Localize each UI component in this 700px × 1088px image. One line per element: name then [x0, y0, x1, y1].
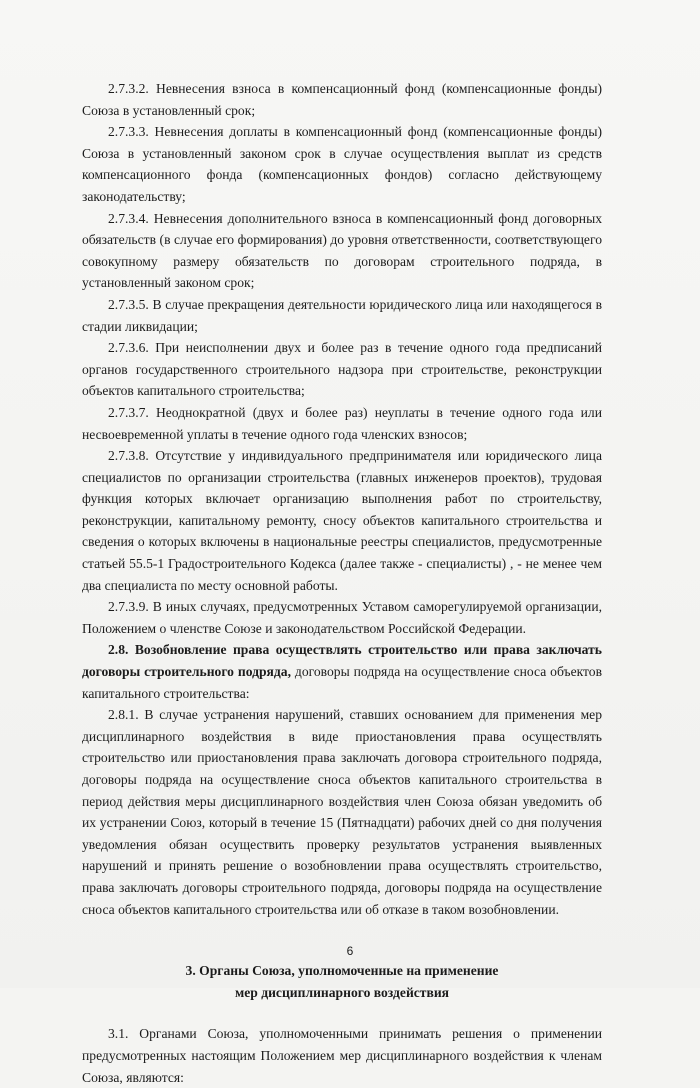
clause-2-7-3-6: 2.7.3.6. При неисполнении двух и более раз в течение одного года предписаний органов государственного строительного надзора при строительстве, реконструкции объектов капитального строительства; — [82, 340, 602, 399]
clause-2-7-3-4: 2.7.3.4. Невнесения дополнительного взноса в компенсационный фонд договорных обязательств (в случае его формирования) до уровня ответственности, соответствующего совокупному размеру обязательств по договорам строительного подряда, в установленный законом срок; — [82, 210, 602, 291]
section-3-heading-line2: мер дисциплинарного воздействия — [234, 984, 450, 1000]
clause-2-8 — [82, 639, 602, 704]
clause-2-8-1: 2.8.1. В случае устранения нарушений, ставших основанием для применения мер дисциплинарного воздействия в виде приостановления права осуществлять строительство или приостановления права заключать договора строительного подряда, договоры подряда на осуществление сноса объектов капитального строительства в период действия меры дисциплинарного воздействия член Союза обязан уведомить об их устранении Союз, который в течение 15 (Пятнадцати) рабочих дней со дня получения уведомления обязан осуществить проверку результатов устранения выявленных нарушений и принять решение о возобновлении права осуществлять строительство, права заключать договоры строительного подряда, договоры подряда на осуществление сноса объектов капитального строительства или об отказе в таком возобновлении. — [82, 707, 602, 917]
clause-2-7-3-8: 2.7.3.8. Отсутствие у индивидуального предпринимателя или юридического лица специалистов по организации строительства (главных инженеров проектов), трудовая функция которых включает организацию выполнения работ по строительству, реконструкции, капитальному ремонту, сносу объектов капитального строительства и сведения о которых включены в национальные реестры специалистов, предусмотренные статьей 55.5-1 Градостроительного Кодекса (далее также - специалисты) , - не менее чем два специалиста по месту основной работы. — [82, 448, 602, 593]
clause-2-7-3-9: 2.7.3.9. В иных случаях, предусмотренных Уставом саморегулируемой организации, Положением о членстве Союзе и законодательством Российской Федерации. — [82, 599, 602, 636]
clause-2-7-3-3: 2.7.3.3. Невнесения доплаты в компенсационный фонд (компенсационные фонды) Союза в установленный законом срок в случае осуществления выплат из средств компенсационного фонда (компенсационных фондов) согласно действующему законодательству; — [82, 124, 602, 204]
clause-2-8-title: 2.8. Возобновление права осуществлять строительство или права заключать договоры строительного подряда, — [82, 642, 602, 680]
clause-2-7-3-2: 2.7.3.2. Невнесения взноса в компенсационный фонд (компенсационные фонды) Союза в установленный срок; — [82, 81, 602, 118]
page-number: 6 — [346, 944, 354, 958]
clause-2-7-3-7: 2.7.3.7. Неоднократной (двух и более раз) неуплаты в течение одного года или несвоевременной уплаты в течение одного года членских взносов; — [82, 404, 602, 442]
document-body — [82, 78, 602, 1088]
spacer — [82, 1003, 602, 1023]
clause-2-7-3-5: 2.7.3.5. В случае прекращения деятельности юридического лица или находящегося в стадии ликвидации; — [82, 296, 602, 334]
section-3-heading — [82, 960, 602, 1003]
section-3-heading-line1: 3. Органы Союза, уполномоченные на применение — [185, 963, 499, 979]
clause-3-1: 3.1. Органами Союза, уполномоченными принимать решения о применении предусмотренных настоящим Положением мер дисциплинарного воздействия к членам Союза, являются: — [82, 1026, 602, 1085]
clause-2-8-rest: договоры подряда на осуществление сноса объектов капитального строительства: — [82, 664, 603, 701]
